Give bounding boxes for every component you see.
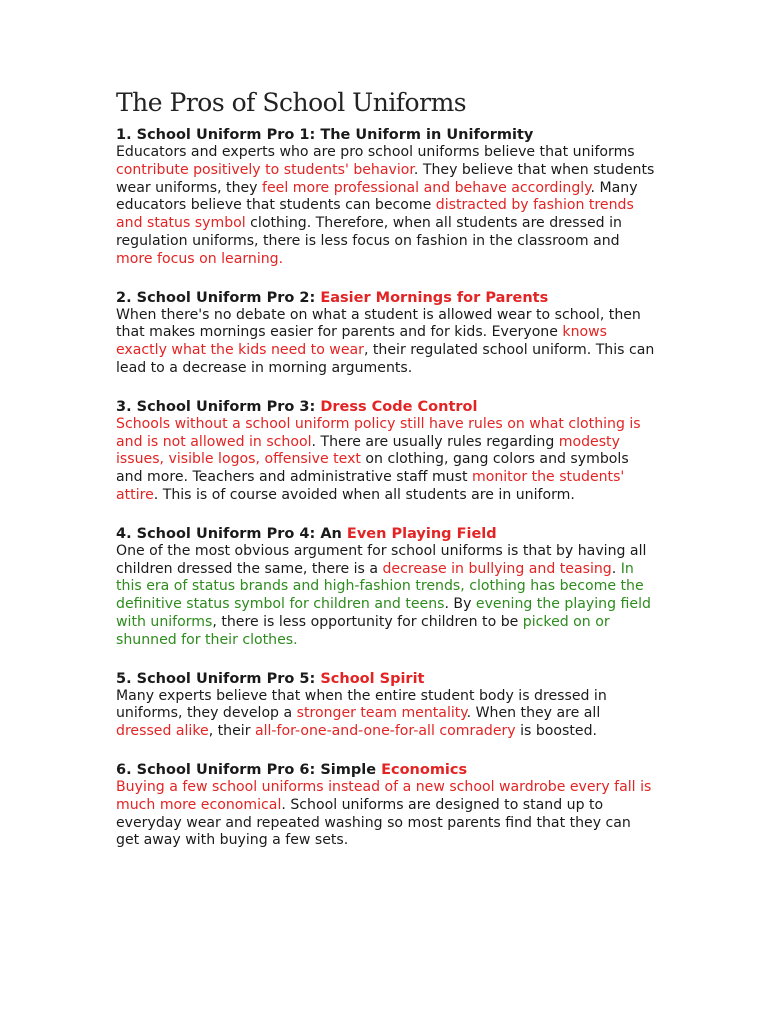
sections-container [116, 126, 656, 850]
pro-section-2 [116, 289, 656, 378]
highlight-red: Schools without a school uniform policy still have rules on what clothing is and is not allowed in school [116, 415, 641, 450]
section-heading [116, 761, 656, 779]
highlight-red: knows exactly what the kids need to wear [116, 324, 607, 359]
highlight-red: decrease in bullying and teasing [382, 560, 612, 577]
body-text: One of the most obvious argument for school uniforms is that by having all children dressed the same, there is a [116, 542, 647, 577]
body-text: Educators and experts who are pro school uniforms believe that uniforms [116, 144, 635, 160]
body-text: on clothing, gang colors and symbols and more. Teachers and administrative staff must [116, 451, 629, 486]
heading-text: 1. School Uniform Pro 1: The Uniform in Uniformity [116, 127, 534, 143]
highlight-red: more focus on learning. [116, 250, 284, 267]
section-heading [116, 289, 656, 307]
heading-text: 4. School Uniform Pro 4: An [116, 525, 347, 542]
section-body [116, 416, 656, 505]
body-text: . Many educators believe that students can become [116, 179, 638, 214]
pro-section-1 [116, 126, 656, 269]
section-heading [116, 670, 656, 688]
highlight-green: picked on or shunned for their clothes. [116, 613, 610, 648]
body-text: , there is less opportunity for children to be [212, 613, 523, 630]
body-text: clothing. Therefore, when all students are dressed in regulation uniforms, there is less focus on fashion in the classroom and [116, 215, 622, 249]
document-page [116, 86, 656, 870]
pro-section-3 [116, 398, 656, 505]
section-heading [116, 525, 656, 543]
body-text: . [611, 560, 621, 577]
section-body [116, 543, 656, 650]
highlight-green: In this era of status brands and high-fashion trends, clothing has become the definitive status symbol for children and teens [116, 560, 644, 613]
pro-section-6 [116, 761, 656, 850]
body-text: . There are usually rules regarding [311, 433, 559, 450]
highlight-red: modesty issues, visible logos, offensive text [116, 433, 620, 468]
highlight-red: feel more professional and behave accordingly [262, 179, 591, 196]
section-body [116, 779, 656, 850]
body-text: Many experts believe that when the entire student body is dressed in uniforms, they develop a [116, 687, 607, 722]
body-text: , their [208, 723, 255, 740]
body-text: . This is of course avoided when all students are in uniform. [153, 486, 575, 503]
heading-highlight: Economics [381, 761, 468, 778]
highlight-green: evening the playing field with uniforms [116, 596, 651, 630]
section-heading [116, 126, 656, 144]
section-body [116, 307, 656, 378]
heading-highlight: Dress Code Control [320, 398, 478, 415]
highlight-red: Buying a few school uniforms instead of a new school wardrobe every fall is much more economical [116, 778, 652, 813]
highlight-red: dressed alike [116, 723, 209, 740]
body-text: . School uniforms are designed to stand up to everyday wear and repeated washing so most parents find that they can get away with buying a few sets. [116, 796, 631, 849]
heading-text: 5. School Uniform Pro 5: [116, 670, 321, 687]
section-body [116, 144, 656, 269]
body-text: is boosted. [515, 723, 598, 740]
pro-section-4 [116, 525, 656, 650]
highlight-red: all-for-one-and-one-for-all comradery [254, 723, 516, 740]
section-heading [116, 398, 656, 416]
heading-text: 2. School Uniform Pro 2: [116, 289, 321, 306]
highlight-red: distracted by fashion trends and status symbol [116, 197, 634, 232]
pro-section-5 [116, 670, 656, 741]
body-text: When there's no debate on what a student is allowed wear to school, then that makes mornings easier for parents and for kids. Everyone [116, 306, 641, 341]
heading-highlight: Even Playing Field [346, 525, 497, 542]
page-title: The Pros of School Uniforms [116, 88, 467, 117]
heading-text: 3. School Uniform Pro 3: [116, 398, 321, 415]
highlight-red: stronger team mentality [296, 705, 467, 722]
heading-text: 6. School Uniform Pro 6: Simple [116, 761, 382, 778]
heading-highlight: School Spirit [320, 670, 425, 687]
body-text: , their regulated school uniform. This can lead to a decrease in morning arguments. [116, 342, 655, 376]
body-text: . When they are all [466, 705, 601, 722]
section-body [116, 688, 656, 741]
highlight-red: monitor the students' attire [116, 469, 625, 503]
body-text: . They believe that when students wear uniforms, they [116, 161, 655, 196]
body-text: . By [444, 596, 476, 613]
heading-highlight: Easier Mornings for Parents [320, 289, 549, 306]
highlight-red: contribute positively to students' behavior [116, 161, 414, 178]
